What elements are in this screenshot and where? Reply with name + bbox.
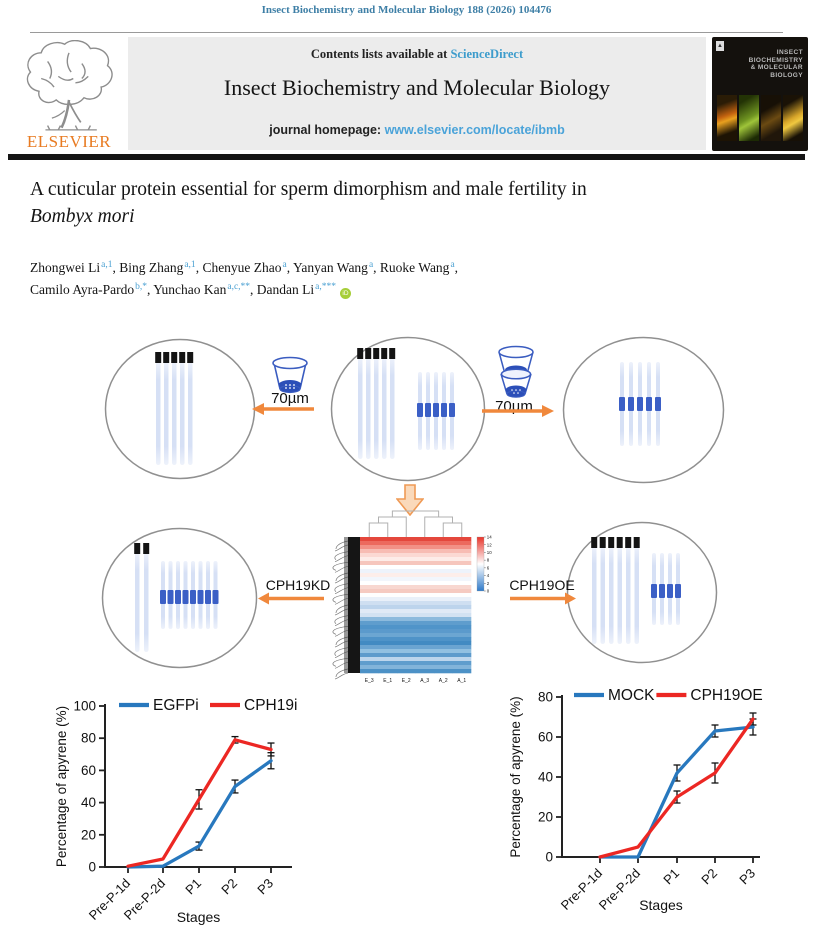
svg-text:P1: P1	[182, 875, 205, 898]
cover-panel-butterflies	[783, 95, 803, 141]
homepage-link[interactable]: www.elsevier.com/locate/ibmb	[384, 123, 565, 137]
svg-text:40: 40	[80, 795, 96, 811]
svg-text:80: 80	[80, 730, 96, 746]
author-name: Yunchao Kan	[153, 282, 227, 297]
svg-text:A_3: A_3	[420, 678, 430, 684]
contents-line	[128, 47, 706, 62]
svg-text:CPH19OE: CPH19OE	[690, 687, 763, 704]
svg-text:Pre-P-1d: Pre-P-1d	[85, 875, 134, 923]
svg-text:0: 0	[486, 588, 490, 594]
svg-text:A_1: A_1	[457, 678, 467, 684]
svg-text:8: 8	[486, 557, 490, 563]
author-superscript: a,c,**	[227, 282, 251, 292]
svg-text:E_1: E_1	[383, 678, 393, 684]
author-superscript: a	[450, 260, 455, 270]
author-superscript: a	[368, 260, 374, 270]
overexpression-apyrene-line-chart	[486, 662, 813, 930]
author-name: Bing Zhang	[119, 260, 184, 275]
svg-text:P3: P3	[736, 865, 759, 888]
svg-text:Pre-P-2d: Pre-P-2d	[595, 865, 644, 913]
journal-banner	[128, 37, 706, 150]
sperm-circle-filtered-apyrene	[562, 336, 725, 484]
author-name: Yanyan Wang	[293, 260, 368, 275]
author-superscript: a,***	[315, 282, 336, 292]
author-list	[30, 258, 750, 302]
svg-text:Pre-P-2d: Pre-P-2d	[120, 875, 169, 923]
author-name: Dandan Li	[256, 282, 315, 297]
svg-text:14: 14	[486, 534, 492, 540]
svg-text:P3: P3	[254, 875, 277, 898]
svg-text:Pre-P-1d: Pre-P-1d	[557, 865, 606, 913]
svg-text:20: 20	[537, 809, 553, 825]
header-divider	[30, 32, 783, 33]
svg-text:12: 12	[486, 542, 492, 548]
cover-title: INSECT BIOCHEMISTRY & MOLECULAR BIOLOGY	[748, 49, 803, 79]
svg-text:EGFPi: EGFPi	[153, 697, 199, 714]
author-superscript: a,1	[101, 260, 113, 270]
sperm-circle-cph19kd	[101, 527, 258, 669]
cover-panel-moth	[761, 95, 781, 141]
arrow-left-icon	[252, 402, 316, 416]
cover-publisher-mark-icon: ▲	[717, 43, 723, 49]
oe-label: CPH19OE	[509, 577, 575, 593]
svg-text:10: 10	[486, 550, 492, 556]
kd-arrow-icon	[258, 592, 326, 605]
homepage-prefix: journal homepage:	[269, 123, 385, 137]
author-name: Camilo Ayra-Pardo	[30, 282, 135, 297]
svg-text:4: 4	[486, 573, 490, 579]
filter-size-label-right: 70µm	[495, 398, 533, 415]
author-superscript: a,1	[184, 260, 196, 270]
oe-arrow-icon	[508, 592, 576, 605]
elsevier-tree-icon	[14, 40, 124, 132]
svg-text:P2: P2	[698, 865, 721, 888]
svg-text:100: 100	[73, 698, 96, 714]
author-superscript: b,*	[135, 282, 147, 292]
filter-size-label-left: 70µm	[271, 390, 309, 407]
article-title: A cuticular protein essential for sperm dimorphism and male fertility in Bombyx mori	[30, 179, 587, 227]
banner-journal-title: Insect Biochemistry and Molecular Biology	[223, 75, 611, 100]
author-name: Zhongwei Li	[30, 260, 101, 275]
svg-text:6: 6	[486, 565, 490, 571]
cell-strainer-icon-right	[490, 344, 542, 402]
author-superscript: a	[282, 260, 287, 270]
author-name: Ruoke Wang	[379, 260, 450, 275]
svg-text:E_3: E_3	[364, 678, 374, 684]
kd-label: CPH19KD	[265, 577, 331, 593]
article-title-species: Bombyx mori	[30, 206, 135, 227]
svg-text:P2: P2	[218, 875, 241, 898]
svg-text:60: 60	[537, 729, 553, 745]
orcid-icon[interactable]: iD	[340, 288, 351, 299]
sperm-circle-filtered-eupyrene	[104, 338, 256, 480]
svg-text:Stages: Stages	[176, 909, 221, 925]
svg-text:P1: P1	[660, 865, 683, 888]
elsevier-wordmark: ELSEVIER	[26, 132, 112, 151]
elsevier-logo	[14, 40, 124, 152]
svg-text:Percentage of apyrene (%): Percentage of apyrene (%)	[54, 705, 69, 868]
authors-line-1: Zhongwei Li$^{a,1}$, Bing Zhang$^{a,1}$, Chenyue Zhao$^a$, Yanyan Wang$^a$, Ruoke Wang$^a$,	[30, 260, 459, 275]
banner-bottom-bar	[8, 154, 805, 160]
svg-text:0: 0	[88, 859, 96, 875]
author-name: Chenyue Zhao	[202, 260, 282, 275]
svg-text:2: 2	[486, 580, 490, 586]
svg-text:E_2: E_2	[401, 678, 411, 684]
svg-text:60: 60	[80, 762, 96, 778]
cover-art-panels	[717, 95, 803, 141]
homepage-line	[128, 123, 706, 137]
svg-text:Percentage of apyrene (%): Percentage of apyrene (%)	[508, 696, 523, 858]
cover-panel-caterpillar	[717, 95, 737, 141]
svg-text:A_2: A_2	[438, 678, 448, 684]
cover-panel-leaf-insect	[739, 95, 759, 141]
contents-prefix: Contents lists available at	[310, 47, 451, 61]
rnai-apyrene-line-chart	[50, 662, 375, 930]
authors-line-2: Camilo Ayra-Pardo$^{b,*}$, Yunchao Kan$^{a,c,**}$, Dandan $Li^{a,***}iD$	[30, 280, 750, 302]
svg-text:Stages: Stages	[639, 897, 683, 913]
svg-text:20: 20	[80, 827, 96, 843]
sperm-circle-mixed	[330, 336, 486, 482]
sciencedirect-link[interactable]: ScienceDirect	[450, 47, 524, 61]
journal-cover-thumbnail	[712, 37, 808, 151]
svg-text:80: 80	[537, 689, 553, 705]
svg-text:MOCK: MOCK	[608, 687, 655, 704]
arrow-right-icon	[480, 404, 554, 418]
header-citation: Insect Biochemistry and Molecular Biology 188 (2026) 104476	[261, 4, 552, 16]
svg-text:0: 0	[545, 849, 553, 865]
sperm-circle-cph19oe	[566, 521, 718, 664]
svg-text:40: 40	[537, 769, 553, 785]
svg-text:CPH19i: CPH19i	[244, 697, 298, 714]
